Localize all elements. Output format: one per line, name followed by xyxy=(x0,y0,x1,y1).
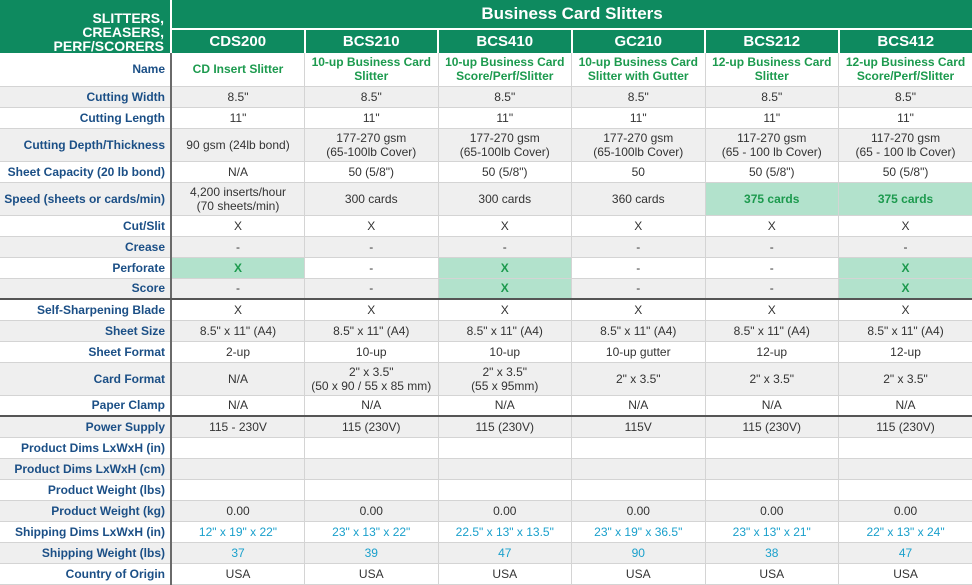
spec-value: 8.5" xyxy=(572,86,706,107)
spec-value: - xyxy=(305,257,439,278)
spec-value xyxy=(171,437,305,458)
spec-value: 50 (5/8") xyxy=(305,161,439,182)
spec-value: X xyxy=(572,299,706,320)
spec-value-line: 177-270 gsm xyxy=(439,131,572,145)
spec-value: X xyxy=(438,215,572,236)
spec-row xyxy=(0,521,972,542)
spec-value: - xyxy=(305,278,439,299)
spec-rows xyxy=(0,53,972,584)
spec-value-line: Slitter with Gutter xyxy=(572,69,705,83)
spec-value: 10-up xyxy=(438,341,572,362)
spec-value-line: N/A xyxy=(172,372,304,386)
spec-value xyxy=(305,437,439,458)
spec-value xyxy=(305,479,439,500)
spec-label: Cutting Width xyxy=(0,86,171,107)
spec-row xyxy=(0,128,972,161)
spec-value-line: 2" x 3.5" xyxy=(706,372,839,386)
spec-row xyxy=(0,53,972,86)
spec-value xyxy=(171,362,305,395)
spec-value: 38 xyxy=(705,542,839,563)
spec-value: USA xyxy=(839,563,972,584)
spec-label: Self-Sharpening Blade xyxy=(0,299,171,320)
spec-row xyxy=(0,395,972,416)
spec-row xyxy=(0,236,972,257)
spec-value xyxy=(438,128,572,161)
spec-value: 8.5" xyxy=(705,86,839,107)
spec-value: X xyxy=(438,278,572,299)
spec-value xyxy=(305,53,439,86)
spec-value: 90 xyxy=(572,542,706,563)
spec-value: 11" xyxy=(839,107,972,128)
spec-value: 8.5" xyxy=(171,86,305,107)
spec-value-line: 2" x 3.5" xyxy=(572,372,705,386)
spec-label: Card Format xyxy=(0,362,171,395)
spec-value: 12-up xyxy=(839,341,972,362)
spec-row xyxy=(0,107,972,128)
spec-value xyxy=(572,458,706,479)
spec-value: 8.5" x 11" (A4) xyxy=(572,320,706,341)
spec-value: 10-up xyxy=(305,341,439,362)
spec-value xyxy=(839,182,972,215)
spec-row xyxy=(0,458,972,479)
spec-value: 22.5" x 13" x 13.5" xyxy=(438,521,572,542)
spec-value-line: 10-up Business Card xyxy=(305,55,438,69)
model-header: BCS410 xyxy=(438,29,572,53)
spec-label: Paper Clamp xyxy=(0,395,171,416)
spec-value: 50 (5/8") xyxy=(839,161,972,182)
spec-value: 0.00 xyxy=(705,500,839,521)
spec-label: Perforate xyxy=(0,257,171,278)
spec-value: 23" x 19" x 36.5" xyxy=(572,521,706,542)
spec-value-line: 12-up Business Card xyxy=(706,55,839,69)
category-title-line: CREASERS, xyxy=(0,25,164,39)
spec-value: N/A xyxy=(438,395,572,416)
spec-value xyxy=(572,479,706,500)
spec-value-line: 90 gsm (24lb bond) xyxy=(172,138,304,152)
spec-row xyxy=(0,500,972,521)
spec-label: Shipping Dims LxWxH (in) xyxy=(0,521,171,542)
spec-value: 8.5" x 11" (A4) xyxy=(839,320,972,341)
spec-value xyxy=(171,53,305,86)
spec-value: 115V xyxy=(572,416,706,437)
spec-value: X xyxy=(572,215,706,236)
spec-value: X xyxy=(438,257,572,278)
spec-label: Cutting Depth/Thickness xyxy=(0,128,171,161)
spec-value: 11" xyxy=(438,107,572,128)
model-header: BCS412 xyxy=(839,29,972,53)
spec-value: 50 xyxy=(572,161,706,182)
spec-value: 12-up xyxy=(705,341,839,362)
spec-value: N/A xyxy=(171,395,305,416)
spec-value xyxy=(839,53,972,86)
spec-value: 8.5" xyxy=(438,86,572,107)
spec-label: Product Dims LxWxH (in) xyxy=(0,437,171,458)
spec-label: Product Weight (lbs) xyxy=(0,479,171,500)
spec-label: Crease xyxy=(0,236,171,257)
spec-value xyxy=(171,128,305,161)
spec-label: Score xyxy=(0,278,171,299)
model-header: CDS200 xyxy=(171,29,305,53)
spec-value: N/A xyxy=(171,161,305,182)
spec-value xyxy=(572,128,706,161)
spec-value: 50 (5/8") xyxy=(438,161,572,182)
spec-value: 11" xyxy=(705,107,839,128)
spec-label: Product Dims LxWxH (cm) xyxy=(0,458,171,479)
spec-value: 0.00 xyxy=(171,500,305,521)
spec-value xyxy=(438,182,572,215)
spec-value: X xyxy=(305,299,439,320)
spec-value xyxy=(572,362,706,395)
spec-value: USA xyxy=(171,563,305,584)
group-title: Business Card Slitters xyxy=(171,0,972,29)
spec-value: 8.5" x 11" (A4) xyxy=(305,320,439,341)
spec-value: X xyxy=(305,215,439,236)
spec-value: - xyxy=(839,236,972,257)
spec-value: 115 (230V) xyxy=(839,416,972,437)
spec-value xyxy=(705,458,839,479)
spec-value xyxy=(705,362,839,395)
category-title xyxy=(0,0,171,53)
spec-value-line: (70 sheets/min) xyxy=(172,199,304,213)
spec-value-line: (65-100lb Cover) xyxy=(572,145,705,159)
spec-value: USA xyxy=(705,563,839,584)
spec-value: 22" x 13" x 24" xyxy=(839,521,972,542)
spec-value: 12" x 19" x 22" xyxy=(171,521,305,542)
spec-value: 115 (230V) xyxy=(305,416,439,437)
spec-value: - xyxy=(305,236,439,257)
spec-row xyxy=(0,182,972,215)
spec-value-line: 2" x 3.5" xyxy=(305,365,438,379)
spec-value: - xyxy=(572,257,706,278)
spec-row xyxy=(0,416,972,437)
spec-value-line: 300 cards xyxy=(305,192,438,206)
spec-value: - xyxy=(705,236,839,257)
spec-value xyxy=(438,437,572,458)
spec-value: 0.00 xyxy=(438,500,572,521)
spec-value: 23" x 13" x 22" xyxy=(305,521,439,542)
spec-value-line: Score/Perf/Slitter xyxy=(839,69,972,83)
spec-value: X xyxy=(705,299,839,320)
spec-value: N/A xyxy=(572,395,706,416)
spec-value xyxy=(839,128,972,161)
spec-row xyxy=(0,299,972,320)
spec-value xyxy=(305,182,439,215)
spec-value xyxy=(171,182,305,215)
spec-value: 115 - 230V xyxy=(171,416,305,437)
spec-value xyxy=(438,53,572,86)
spec-value-line: Slitter xyxy=(305,69,438,83)
spec-value-line: 177-270 gsm xyxy=(305,131,438,145)
spec-value xyxy=(572,437,706,458)
spec-value: 8.5" xyxy=(305,86,439,107)
spec-value: 8.5" x 11" (A4) xyxy=(705,320,839,341)
spec-value xyxy=(438,458,572,479)
spec-value: 37 xyxy=(171,542,305,563)
spec-value: USA xyxy=(438,563,572,584)
spec-row xyxy=(0,542,972,563)
spec-value: - xyxy=(572,278,706,299)
spec-value-line: 375 cards xyxy=(839,192,972,206)
spec-value: - xyxy=(171,236,305,257)
spec-value xyxy=(572,53,706,86)
spec-label: Power Supply xyxy=(0,416,171,437)
spec-value: N/A xyxy=(839,395,972,416)
spec-value xyxy=(572,182,706,215)
model-header: GC210 xyxy=(572,29,706,53)
spec-value: 11" xyxy=(572,107,706,128)
spec-value xyxy=(305,362,439,395)
spec-value xyxy=(305,128,439,161)
spec-value: 115 (230V) xyxy=(438,416,572,437)
spec-value: N/A xyxy=(705,395,839,416)
spec-value: 8.5" xyxy=(839,86,972,107)
spec-value: 0.00 xyxy=(839,500,972,521)
spec-label: Shipping Weight (lbs) xyxy=(0,542,171,563)
spec-value-line: (65 - 100 lb Cover) xyxy=(706,145,839,159)
spec-row xyxy=(0,86,972,107)
spec-value: USA xyxy=(305,563,439,584)
spec-value-line: (65 - 100 lb Cover) xyxy=(839,145,972,159)
spec-value: X xyxy=(171,299,305,320)
spec-value: X xyxy=(438,299,572,320)
spec-value: - xyxy=(705,278,839,299)
spec-label: Sheet Format xyxy=(0,341,171,362)
spec-value: 23" x 13" x 21" xyxy=(705,521,839,542)
spec-value: 115 (230V) xyxy=(705,416,839,437)
spec-value-line: 177-270 gsm xyxy=(572,131,705,145)
spec-value: 50 (5/8") xyxy=(705,161,839,182)
spec-value: - xyxy=(572,236,706,257)
spec-row xyxy=(0,161,972,182)
spec-value: 11" xyxy=(305,107,439,128)
spec-value xyxy=(705,53,839,86)
spec-value-line: 360 cards xyxy=(572,192,705,206)
spec-value xyxy=(839,458,972,479)
spec-value: N/A xyxy=(305,395,439,416)
spec-value-line: (65-100lb Cover) xyxy=(305,145,438,159)
spec-value-line: Slitter xyxy=(706,69,839,83)
spec-value xyxy=(839,362,972,395)
spec-value: X xyxy=(171,257,305,278)
spec-value: 47 xyxy=(839,542,972,563)
spec-value-line: (55 x 95mm) xyxy=(439,379,572,393)
spec-value-line: 4,200 inserts/hour xyxy=(172,185,304,199)
spec-value-line: 117-270 gsm xyxy=(839,131,972,145)
spec-value xyxy=(438,479,572,500)
spec-value-line: Score/Perf/Slitter xyxy=(439,69,572,83)
spec-row xyxy=(0,362,972,395)
spec-value: 0.00 xyxy=(305,500,439,521)
spec-value xyxy=(705,182,839,215)
spec-value: X xyxy=(839,299,972,320)
spec-value xyxy=(839,437,972,458)
spec-label: Sheet Capacity (20 lb bond) xyxy=(0,161,171,182)
spec-row xyxy=(0,320,972,341)
spec-value: 8.5" x 11" (A4) xyxy=(171,320,305,341)
model-header: BCS212 xyxy=(705,29,839,53)
spec-value: - xyxy=(171,278,305,299)
model-header: BCS210 xyxy=(305,29,439,53)
spec-value xyxy=(705,479,839,500)
spec-value-line: 375 cards xyxy=(706,192,839,206)
category-title-line: SLITTERS, xyxy=(0,11,164,25)
spec-label: Cutting Length xyxy=(0,107,171,128)
spec-value: USA xyxy=(572,563,706,584)
spec-label: Country of Origin xyxy=(0,563,171,584)
spec-value xyxy=(705,128,839,161)
spec-label: Name xyxy=(0,53,171,86)
spec-value: - xyxy=(438,236,572,257)
spec-value: X xyxy=(839,215,972,236)
spec-value-line: 300 cards xyxy=(439,192,572,206)
spec-value-line: 10-up Business Card xyxy=(572,55,705,69)
spec-row xyxy=(0,479,972,500)
spec-value xyxy=(839,479,972,500)
spec-value-line: 117-270 gsm xyxy=(706,131,839,145)
spec-value: 2-up xyxy=(171,341,305,362)
spec-label: Product Weight (kg) xyxy=(0,500,171,521)
spec-value xyxy=(438,362,572,395)
spec-row xyxy=(0,341,972,362)
spec-value: 0.00 xyxy=(572,500,706,521)
spec-value: X xyxy=(839,278,972,299)
spec-value: X xyxy=(705,215,839,236)
spec-value-line: 10-up Business Card xyxy=(439,55,572,69)
spec-label: Sheet Size xyxy=(0,320,171,341)
spec-value xyxy=(171,458,305,479)
spec-value-line: 12-up Business Card xyxy=(839,55,972,69)
spec-row xyxy=(0,215,972,236)
spec-value: 47 xyxy=(438,542,572,563)
spec-value-line: 2" x 3.5" xyxy=(439,365,572,379)
category-title-line: PERF/SCORERS xyxy=(0,39,164,53)
spec-value xyxy=(171,479,305,500)
spec-row xyxy=(0,563,972,584)
spec-value: X xyxy=(171,215,305,236)
spec-row xyxy=(0,278,972,299)
spec-label: Cut/Slit xyxy=(0,215,171,236)
spec-value: - xyxy=(705,257,839,278)
spec-value: 8.5" x 11" (A4) xyxy=(438,320,572,341)
spec-label: Speed (sheets or cards/min) xyxy=(0,182,171,215)
spec-value: 11" xyxy=(171,107,305,128)
spec-row xyxy=(0,437,972,458)
spec-row xyxy=(0,257,972,278)
spec-value: X xyxy=(839,257,972,278)
spec-value-line: CD Insert Slitter xyxy=(172,62,304,76)
spec-value xyxy=(705,437,839,458)
spec-value xyxy=(305,458,439,479)
spec-value-line: (50 x 90 / 55 x 85 mm) xyxy=(305,379,438,393)
spec-value: 39 xyxy=(305,542,439,563)
spec-value: 10-up gutter xyxy=(572,341,706,362)
spec-value-line: (65-100lb Cover) xyxy=(439,145,572,159)
spec-value-line: 2" x 3.5" xyxy=(839,372,972,386)
